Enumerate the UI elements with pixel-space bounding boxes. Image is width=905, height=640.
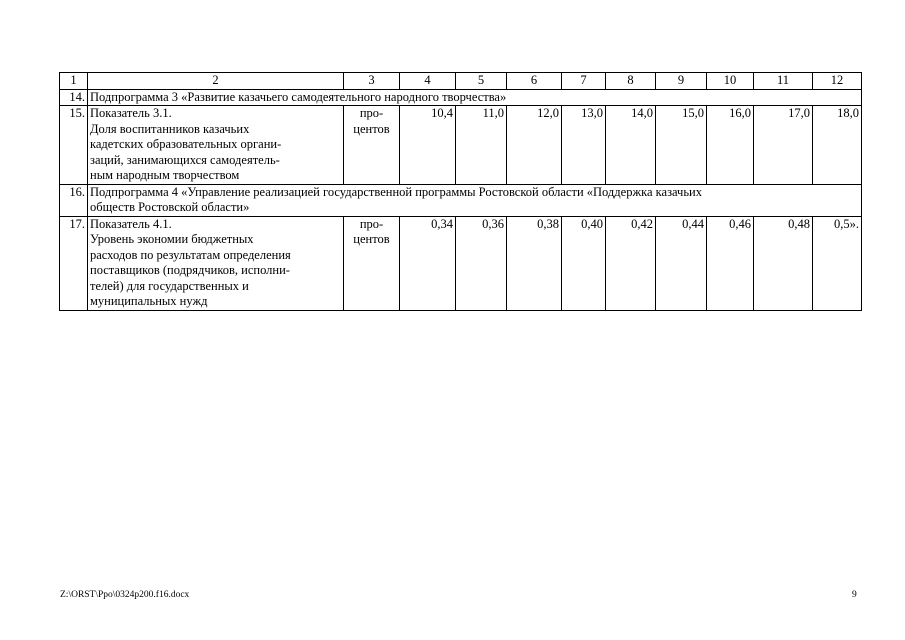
value-cell: 0,38 (507, 216, 562, 310)
header-cell: 3 (344, 73, 400, 90)
header-cell: 10 (707, 73, 754, 90)
value-cell: 0,46 (707, 216, 754, 310)
indicator-line: Уровень экономии бюджетных (90, 232, 254, 246)
indicator-line: Показатель 4.1. (90, 216, 172, 231)
row-number: 17. (60, 216, 88, 310)
indicator-line: кадетских образовательных органи- (90, 137, 282, 151)
indicator-name (88, 106, 344, 185)
header-cell: 6 (507, 73, 562, 90)
unit-line: центов (353, 121, 390, 136)
row-number: 15. (60, 106, 88, 185)
value-cell: 10,4 (400, 106, 456, 185)
header-cell: 2 (88, 73, 344, 90)
table-row (60, 89, 862, 106)
row-number: 14. (60, 89, 88, 106)
table-row (60, 184, 862, 216)
subprogram-title-line: обществ Ростовской области» (90, 200, 250, 214)
unit-line: про- (359, 216, 384, 231)
value-cell: 11,0 (456, 106, 507, 185)
header-row (60, 73, 862, 90)
value-cell: 0,48 (754, 216, 813, 310)
file-path: Z:\ORST\Ppo\0324p200.f16.docx (60, 590, 190, 600)
value-cell: 0,40 (562, 216, 606, 310)
unit-line: центов (353, 232, 390, 246)
indicator-line: ным народным творчеством (90, 168, 240, 182)
table-row (60, 106, 862, 185)
value-cell: 14,0 (606, 106, 656, 185)
unit-cell (344, 106, 400, 185)
subprogram-title: Подпрограмма 3 «Развитие казачьего самодеятельного народного творчества» (88, 89, 862, 106)
subprogram-title-line: Подпрограмма 4 «Управление реализацией государственной программы Ростовской области «Поддержка казачьих (90, 184, 702, 199)
value-cell: 0,42 (606, 216, 656, 310)
indicator-line: Показатель 3.1. (90, 106, 172, 120)
indicator-table (59, 72, 862, 311)
indicator-line: муниципальных нужд (90, 294, 208, 308)
indicator-line: расходов по результатам определения (90, 247, 291, 262)
value-cell: 0,44 (656, 216, 707, 310)
value-cell: 18,0 (813, 106, 862, 185)
unit-line: про- (359, 106, 384, 120)
table-row (60, 216, 862, 310)
value-cell: 0,5». (813, 216, 862, 310)
indicator-line: заций, занимающихся самодеятель- (90, 152, 280, 167)
header-cell: 8 (606, 73, 656, 90)
header-cell: 1 (60, 73, 88, 90)
header-cell: 12 (813, 73, 862, 90)
row-number: 16. (60, 184, 88, 216)
indicator-line: Доля воспитанников казачьих (90, 121, 250, 136)
indicator-name (88, 216, 344, 310)
value-cell: 16,0 (707, 106, 754, 185)
header-cell: 9 (656, 73, 707, 90)
header-cell: 4 (400, 73, 456, 90)
value-cell: 0,34 (400, 216, 456, 310)
page-number: 9 (852, 590, 857, 600)
header-cell: 11 (754, 73, 813, 90)
value-cell: 17,0 (754, 106, 813, 185)
value-cell: 0,36 (456, 216, 507, 310)
subprogram-title (88, 184, 862, 216)
indicator-line: поставщиков (подрядчиков, исполни- (90, 263, 290, 277)
value-cell: 15,0 (656, 106, 707, 185)
value-cell: 12,0 (507, 106, 562, 185)
header-cell: 5 (456, 73, 507, 90)
indicator-line: телей) для государственных и (90, 278, 249, 293)
value-cell: 13,0 (562, 106, 606, 185)
unit-cell (344, 216, 400, 310)
header-cell: 7 (562, 73, 606, 90)
